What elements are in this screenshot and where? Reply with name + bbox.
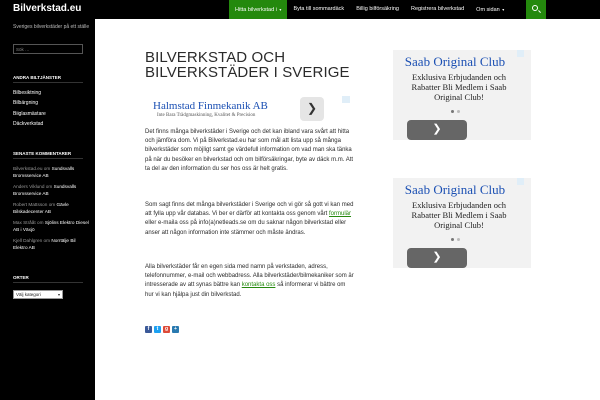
comment-post-link[interactable]: Gävle Bilskadecenter AB — [13, 202, 69, 214]
ad-body: Exklusiva Erbjudanden och Rabatter Bli Medlem i Saab Original Club! — [411, 200, 507, 231]
ad-pager-dots — [451, 238, 460, 241]
ad-subtitle: Inte Bara Trädgmaskinning, Kvalitet & Precision — [157, 113, 256, 118]
comment-post-link[interactable]: Sjölins Elektro Diesel AB i Växjö — [13, 220, 89, 232]
sidebar-ad[interactable] — [393, 50, 531, 140]
contact-paragraph: Som sagt finns det många bilverkstäder i Sverige och vi gör så gott vi kan med att fylla upp vår databas. Vi ber er därför att kontakta oss genom vårt formulär eller e-maila oss på info(a)netleads.se om du saknar någon bilverkstad eller anser att någon information inte stämmer och måste ändras. — [145, 202, 354, 236]
divider — [13, 82, 83, 83]
intro-paragraph: Det finns många bilverkstäder i Sverige och det kan ibland vara svårt att hitta och jämföra dom. Vi på Bilverkstad.eu har som mål att lista upp så många bilverkstäder som möjligt samt ge värdefull information om vad man ska tänka på när du besöker en bilverkstad och om bilförsäkringar, byte av däck m.m. Att ta del av den information du ser hos oss är helt gratis. — [145, 129, 354, 172]
comment-item: Kjell Dahlgren om Norrtälje Bil Elektro AB — [13, 238, 76, 250]
pager-dot[interactable] — [451, 238, 454, 241]
nav-billig-bilforsakring[interactable]: Billig bilförsäkring — [356, 6, 399, 12]
chevron-down-icon: ▾ — [502, 7, 505, 12]
ad-title[interactable]: Saab Original Club — [404, 182, 506, 197]
share-buttons — [145, 326, 179, 333]
comment-post-link[interactable]: Sundsvalls Bromsservice AB — [13, 184, 77, 196]
nav-registrera-bilverkstad[interactable]: Registrera bilverkstad — [410, 6, 465, 12]
contact-link[interactable]: kontakta oss — [241, 282, 276, 289]
pager-dot[interactable] — [457, 110, 460, 113]
comment-item: Anders Viklund om Sundsvalls Bromsservice AB — [13, 184, 77, 196]
sidebar-ad[interactable] — [393, 178, 531, 268]
nav-om-sidan[interactable]: Om sidan ▾ — [476, 7, 505, 13]
site-tagline: Sveriges bilverkstäder på ett ställe — [13, 24, 90, 30]
main-nav — [229, 0, 510, 19]
comment-item: Robert Mattsson om Gävle Bilskadecenter AB — [13, 202, 69, 214]
chevron-down-icon: ▾ — [57, 292, 60, 297]
sidebar-link-bilglasmastare[interactable]: Biiglasmästare — [13, 111, 46, 117]
share-plus-icon[interactable]: + — [172, 326, 179, 333]
sidebar-link-bilbesiktning[interactable]: Bilbesiktning — [13, 90, 42, 96]
comment-post-link[interactable]: Norrtälje Bil Elektro AB — [13, 238, 76, 250]
twitter-icon[interactable]: t — [154, 326, 161, 333]
sidebar-link-bilbargning[interactable]: Bilbärgning — [13, 100, 39, 106]
comments-heading: SENASTE KOMMENTARER — [13, 151, 72, 156]
ad-info-icon[interactable] — [517, 178, 524, 185]
search-icon-handle — [538, 10, 541, 13]
nav-hitta-bilverkstad[interactable]: Hitta bilverkstad i ▾ — [229, 0, 287, 19]
pager-dot[interactable] — [457, 238, 460, 241]
search-button[interactable] — [526, 0, 546, 19]
ad-pager-dots — [451, 110, 460, 113]
facebook-icon[interactable]: f — [145, 326, 152, 333]
nav-byta-sommardack[interactable]: Byta till sommardäck — [293, 6, 345, 12]
ort-heading: ORTER — [13, 275, 29, 280]
chevron-down-icon: ▾ — [279, 7, 282, 12]
ad-body: Exklusiva Erbjudanden och Rabatter Bli Medlem i Saab Original Club! — [411, 72, 507, 103]
category-select[interactable]: Välj kategori ▾ — [13, 290, 63, 299]
search-input[interactable]: Sök … — [13, 44, 83, 54]
sidebar — [0, 19, 95, 400]
divider — [13, 158, 83, 159]
site-title[interactable]: Bilverkstad.eu — [13, 3, 82, 14]
inline-ad[interactable] — [150, 96, 350, 124]
comment-post-link[interactable]: Sundsvalls Bromsservice AB — [13, 166, 75, 178]
form-link[interactable]: formulär — [329, 211, 352, 218]
googleplus-icon[interactable]: g — [164, 326, 169, 332]
sidebar-link-dackverkstad[interactable]: Däckverkstad — [13, 121, 44, 127]
divider — [13, 282, 83, 283]
comment-item: Bilverkstad.eu om Sundsvalls Bromsservice AB — [13, 166, 75, 178]
ad-title[interactable]: Halmstad Finmekanik AB — [153, 100, 268, 112]
page-title: BILVERKSTAD OCH BILVERKSTÄDER I SVERIGE — [145, 49, 350, 81]
ad-title[interactable]: Saab Original Club — [404, 54, 506, 69]
pager-dot[interactable] — [451, 110, 454, 113]
chevron-right-icon[interactable]: ❯ — [407, 120, 467, 140]
services-heading: ANDRA BILTJÄNSTER — [13, 75, 61, 80]
comment-item: Max Strååt om Sjölins Elektro Diesel AB i Växjö — [13, 220, 89, 232]
top-bar — [0, 0, 600, 19]
chevron-right-icon[interactable]: ❯ — [300, 97, 324, 121]
listing-paragraph: Alla bilverkstäder får en egen sida med namn på verkstaden, adress, telefonnummer, e-mail och webbadress. Alla bilverkstäder/bilmekaniker som är intresserade av att synas bättre kan kontakta oss så informerar vi bättre om hur vi kan hjälpa just din bilverkstad. — [145, 264, 354, 298]
chevron-right-icon[interactable]: ❯ — [407, 248, 467, 268]
ad-info-icon[interactable] — [342, 96, 350, 103]
ad-info-icon[interactable] — [517, 50, 524, 57]
